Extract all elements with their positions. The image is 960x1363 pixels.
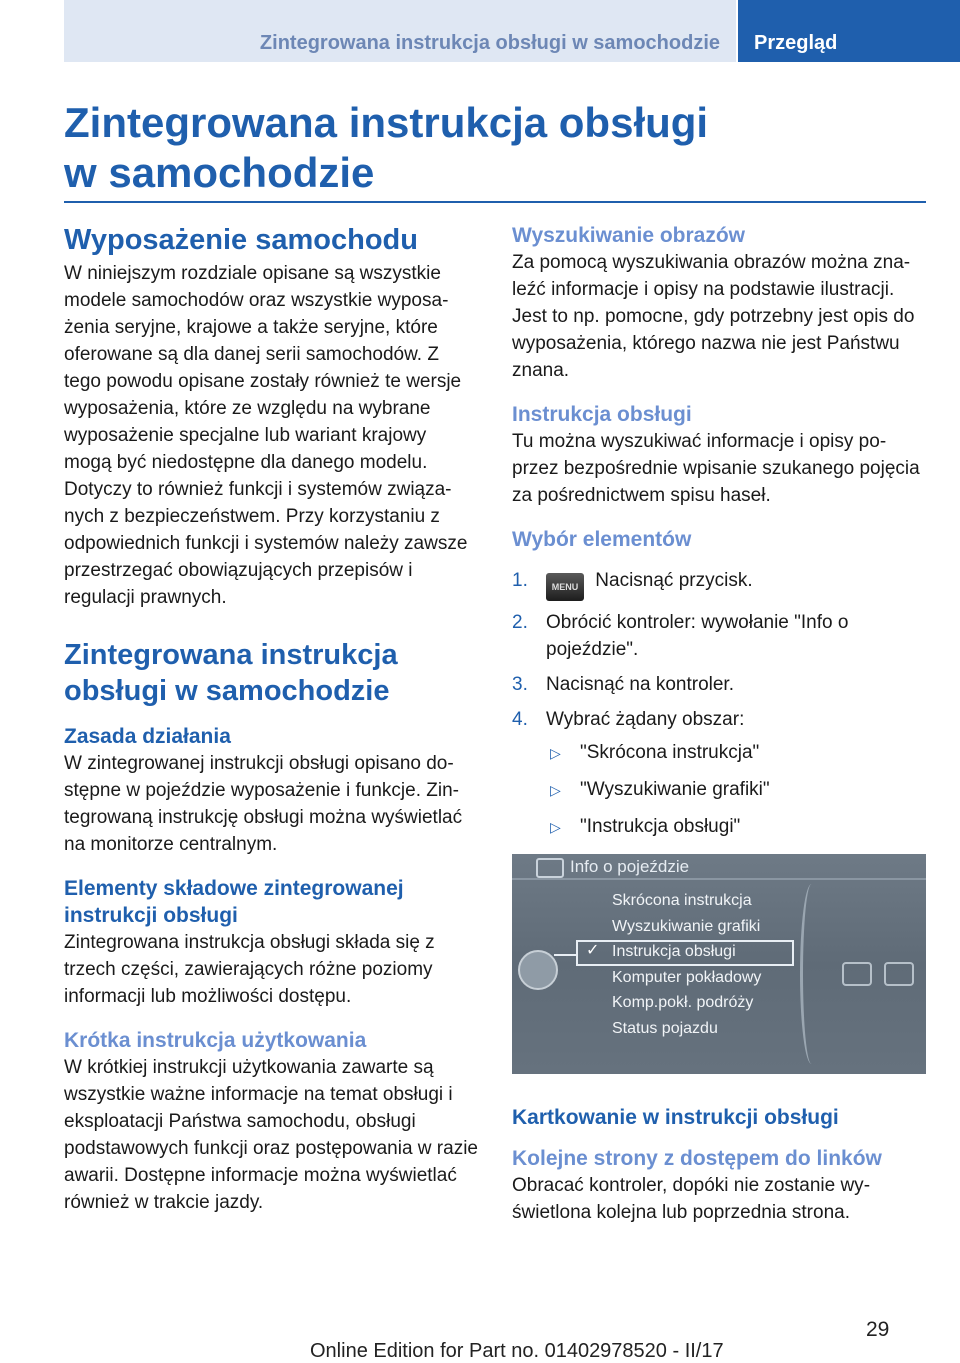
page-title-line1: Zintegrowana instrukcja obsługi [64,99,709,146]
sub-item-text: "Wyszukiwanie grafiki" [580,779,770,800]
right-column [512,222,926,1226]
heading-pages-links: Kolejne strony z dostępem do linków [512,1147,882,1170]
para-principle: W zintegrowanej instrukcji obsługi opisano dostępne w pojeździe wyposażenie i funkcje. Zintegrowaną instrukcję obsługi można wyświetlać na monitorze centralnym. [64,753,463,855]
sub-item [546,776,926,803]
heading-equipment: Wyposażenie samochodu [64,224,418,256]
heading-components: Elementy składowe zintegrowanej instrukcji obsługi [64,877,404,927]
step-number: 2. [512,612,528,633]
step-item [512,567,926,601]
menu-button-icon: MENU [546,573,584,601]
header-section-title: Zintegrowana instrukcja obsługi w samochodzie [64,0,736,62]
triangle-bullet-icon: ▷ [550,745,561,761]
sub-item-text: "Skrócona instrukcja" [580,742,760,763]
screen-menu-item: Komputer pokładowy [612,968,762,986]
step-text: Obrócić kontroler: wywołanie "Info o pojeździe". [546,612,849,660]
step-text: Nacisnąć na kontroler. [546,674,734,695]
screen-menu-item: Status pojazdu [612,1019,718,1037]
para-components: Zintegrowana instrukcja obsługi składa się z trzech części, zawierających różne poziomy informacji lub możliwości dostępu. [64,932,435,1007]
left-column [64,222,478,1216]
step-number: 1. [512,570,528,591]
triangle-bullet-icon: ▷ [550,819,561,835]
step-item [512,671,926,698]
header-tab: Przegląd [738,0,960,62]
step-number: 4. [512,709,528,730]
step-text: Wybrać żądany obszar: [546,709,745,730]
screen-menu-item: Wyszukiwanie grafiki [612,917,761,935]
heading-short-manual: Krótka instrukcja użytkowania [64,1029,367,1052]
heading-integrated-manual: Zintegrowana instrukcja obsługi w samochodzie [64,639,398,707]
screen-title: Info o pojeździe [570,857,690,876]
sub-item [546,739,926,766]
page-number: 29 [866,1318,890,1341]
connector-line [554,954,576,956]
para-manual: Tu można wyszukiwać informacje i opisy poprzez bezpośrednie wpisanie szukanego pojęcia za pośrednictwem spisu haseł. [512,431,920,506]
sub-item-text: "Instrukcja obsługi" [580,816,741,837]
controller-knob-icon [518,950,558,990]
steps-list [512,567,926,840]
heading-paging: Kartkowanie w instrukcji obsługi [512,1106,839,1129]
screen-menu-item: Instrukcja obsługi [612,943,736,961]
heading-principle: Zasada działania [64,725,231,748]
edition-footer: Online Edition for Part no. 01402978520 - II/17 [310,1340,724,1362]
page-title [64,98,708,198]
heading-select-elements: Wybór elementów [512,528,692,551]
para-equipment: W niniejszym rozdziale opisane są wszystkie modele samochodów oraz wszystkie wyposażenia seryjne, krajowe a także seryjne, które oferowane są dla danej serii samochodów. Z tego powodu opisane zostały również te wersje wyposażenia, które ze względu na wybrane wyposażenie specjalne lub wariant krajowy mogą być niedostępne dla danego modelu. Dotyczy to również funkcji i systemów związanych z bezpieczeństwem. Przy korzystaniu z odpowiednich funkcji i systemów należy zawsze przestrzegać obowiązujących przepisów i regulacji prawnych. [64,263,468,608]
document-icon [842,962,872,986]
page-header [0,0,960,62]
checkmark-icon: ✓ [586,942,600,959]
heading-image-search: Wyszukiwanie obrazów [512,224,745,247]
screen-divider [512,878,926,880]
image-icon [884,962,914,986]
sub-list [546,739,926,840]
screen-arc [800,884,823,1064]
step-item [512,706,926,840]
para-image-search: Za pomocą wyszukiwania obrazów można znaleźć informacje i opisy na podstawie ilustracji. Jest to np. pomocne, gdy potrzebny jest opis do wyposażenia, którego nazwa nie jest Państwu znana. [512,252,915,381]
screen-menu [612,888,761,1042]
triangle-bullet-icon: ▷ [550,782,561,798]
step-item [512,609,926,663]
title-rule [64,201,926,203]
idrive-screen-image [512,854,926,1074]
para-short-manual: W krótkiej instrukcji użytkowania zawarte są wszystkie ważne informacje na temat obsługi i eksploatacji Państwa samochodu, obsługi podstawowych funkcji oraz postępowania w razie awarii. Dostępne informacje można wyświetlać również w trakcie jazdy. [64,1057,478,1213]
sub-item [546,813,926,840]
page-title-line2: w samochodzie [64,149,375,196]
para-pages-links: Obracać kontroler, dopóki nie zostanie wyświetlona kolejna lub poprzednia strona. [512,1175,871,1223]
heading-manual: Instrukcja obsługi [512,403,692,426]
step-number: 3. [512,674,528,695]
screen-menu-item: Skrócona instrukcja [612,892,752,909]
step-text: Nacisnąć przycisk. [595,570,753,591]
car-info-icon [536,858,564,878]
screen-menu-item: Komp.pokł. podróży [612,994,754,1012]
